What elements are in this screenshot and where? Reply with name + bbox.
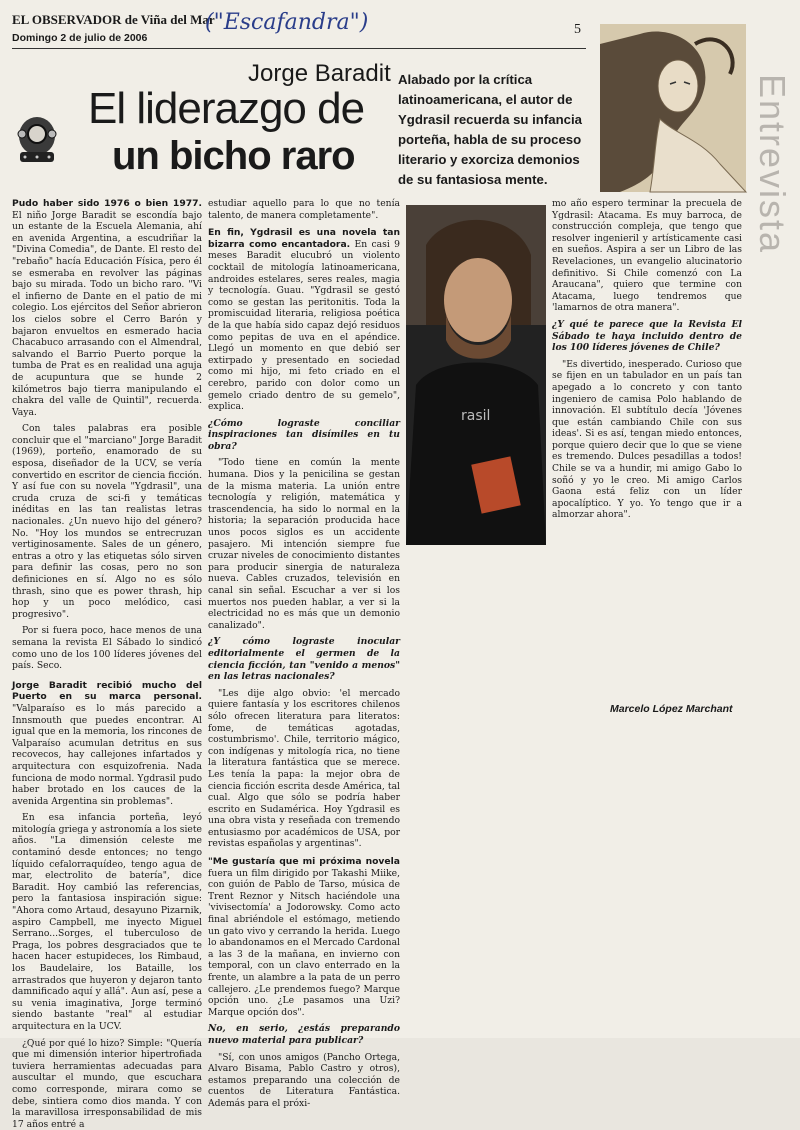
paragraph-text: En esa infancia porteña, leyó mitología griega y astronomía a los siete años. "La dimensión celeste me contaminó desde entonces; no tengo líquido cefalorraquídeo, tengo agua de mar, electrolito de batería", dice Baradit. Hoy cambió las referencias, pero la fantasiosa inspiración sigue: "Ahora como Artaud, desayuno Pizarnik, aspiro Campbell, me inyecto Miguel Serrano...Sorges, el tuberculoso de Praga, los pobres desgraciados que te hacen hacer estupideces, los Rimbaud, los Baudelaire, los Bataille, los arrastrados que huyeron y dejaron tanto damnificado aquí y allá". Aun así, pese a su venia imaginativa, Jorge terminó siendo bastante "real" al estudiar arquitectura en la UCV. (12, 812, 202, 1032)
paragraph-text: Por si fuera poco, hace menos de una semana la revista El Sábado lo sindicó como uno de los 100 líderes jóvenes del país. Seco. (12, 625, 202, 672)
paragraph-text: En casi 9 meses Baradit elucubró un violento cocktail de mitología latinoamericana, androides estelares, seres reales, magia y tecnología. Guau. "Ygdrasil se gestó como se gestan las peritonitis. Toda la promiscuidad literaria, religiosa poética de la que había sido capaz dejó residuos como pepitas de uva en el apéndice. Llegó un momento en que debió ser extirpado y presentado en sociedad como mi hijo, mi feto criado en el cerebro, parido con dolor como un gemelo criado dentro de su gemelo", explica. (208, 238, 400, 413)
paragraph-text: ¿Qué por qué lo hizo? Simple: "Quería que mi dimensión interior hipertrofiada tuviera herramientas adecuadas para auscultar el mundo, que escuchara como corresponde, mirara como se debe, sintiera como dios manda. Y con la maravillosa irresponsabilidad de mis 17 años entré a (12, 1037, 202, 1130)
paragraph-text: El niño Jorge Baradit se escondía bajo un estante de la Escuela Alemania, ahí en avenida Argentina, a escudriñar la "Divina Comedia", de Dante. El resto del "rebaño" hacía Educación Física, pero él se esmeraba en revolver las páginas bajo su mirada. Todo un bicho raro. "Vi el infierno de Dante en el patio de mi colegio. Los ejércitos del Señor abrieron los cielos sobre el Cerro Barón y bajaron envueltos en esmerado hacia Chacabuco arrasando con el Almendral, salvando el Barrio Puerto porque la tumba de Prat es en realidad una aguja de acupuntura que se hunde 2 kilómetros bajo tierra manipulando el chakra del valle de Quintil", recuerda. Vaya. (12, 209, 202, 418)
paragraph (208, 688, 400, 850)
lead-in: Pudo haber sido 1976 o bien 1977. (12, 198, 202, 209)
paragraph (12, 625, 202, 671)
paragraph (12, 423, 202, 620)
paragraph-text: estudiar aquello para lo que no tenía talento, de manera completamente". (208, 198, 400, 221)
paragraph (12, 680, 202, 808)
paragraph (552, 198, 742, 314)
diving-helmet-icon (12, 112, 62, 166)
paragraph-text: mo año espero terminar la precuela de Ygdrasil: Atacama. Es muy barroca, de construcción compleja, que tengo que resolver ingenieril y artísticamente casi en sueños. Aspira a ser un Libro de las Revelaciones, un evangelio alucinatorio definitivo. Si Chile comenzó con La Araucana", quiero que termine con Atacama, luego tendremos que 'lamarnos de otra manera". (552, 198, 742, 314)
newspaper-name: EL OBSERVADOR de Viña del Mar (12, 12, 215, 27)
article-column-2 (208, 198, 400, 1109)
interview-question: ¿Cómo lograste conciliar inspiraciones tan disímiles en tu obra? (208, 417, 400, 452)
paragraph-text: "Todo tiene en común la mente humana. Dios y la penicilina se gestan de la misma materia. La unión entre tecnología y religión, matemática y trascendencia, ha sido lo normal en la historia; la separación producida hace unos pocos siglos es un accidente pasajero. Mi intención siempre fue cruzar niveles de conocimiento distantes para producir sinergia de naturaleza nueva. Cables cruzados, televisión en canal sin señal. Escuchar a ver si los muertos nos pueden hablar, a ver si la electricidad no es más que un demonio canalizado". (208, 457, 400, 631)
paragraph-text: Con tales palabras era posible concluir que el "marciano" Jorge Baradit (1969), porteño, enamorado de su esposa, diseñador de la UCV, se vería convertido en escritor de ciencia ficción. Y así fue con su novela "Ygdrasil", una cruda cruza de sci-fi y temáticas inéditas en las tan realistas letras nacionales. ¿Un nuevo hijo del género? No. "Hoy los mundos se entrecruzan vertiginosamente. Sales de un género, entras a otro y las etiquetas sólo sirven para definir las cosas, pero no son definiciones en sí. Algo no es sólo thrash, sino que es power thrash, hip hop y un poco melódico, casi progresivo". (12, 423, 202, 620)
article-deck: Alabado por la crítica latinoamericana, el autor de Ygdrasil recuerda su infancia porteña, habla de su proceso literario y exorciza demonios de su fantasiosa mente. (398, 72, 582, 187)
lead-in: En fin, Ygdrasil es una novela tan bizarra como encantadora. (208, 227, 400, 250)
article-column-3 (552, 198, 742, 658)
vertical-label-text: Entrevista (752, 73, 794, 255)
interview-question: ¿Y qué te parece que la Revista El Sábado te haya incluido dentro de los 100 líderes jóvenes de Chile? (552, 318, 742, 354)
headline-line-2: un bicho raro (112, 134, 355, 178)
interview-question: No, en serio, ¿estás preparando nuevo material para publicar? (208, 1023, 400, 1046)
paragraph-text: "Valparaíso es lo más parecido a Innsmouth que puedes encontrar. Al igual que en la memoria, los rincones de Valparaíso acumulan detritus en sus recovecos, hay callejones infartados y arquitectura con esquizofrenia. Nada funciona de modo normal. Ygdrasil pudo haber brotado en los cauces de la avenida Argentina sin problemas". (12, 702, 202, 807)
section-vertical-label (752, 24, 792, 304)
header-divider (12, 48, 586, 49)
paragraph (208, 198, 400, 221)
paragraph (12, 812, 202, 1032)
headline-line-1: El liderazgo de (88, 84, 365, 133)
paragraph (208, 457, 400, 631)
interviewee-name: Jorge Baradit (248, 60, 391, 87)
page-number: 5 (574, 22, 581, 37)
paragraph-text: "Les dije algo obvio: 'el mercado quiere fantasía y los escritores chilenos sólo ofrecen literatura para literatos: fome, de temáticas agotadas, costumbrismo'. Chile, territorio mágico, con indígenas y mitología rica, no tiene la literatura fantástica que se merece. Les tenía la papa: la mejor obra de ciencia ficción escrita desde América, tal cual. Algo que sólo se podría haber escrito en Sudamérica. Hoy Ygdrasil es una obra vista y reseñada con tremendo entusiasmo por académicos de USA, por revistas españolas y argentinas". (208, 687, 400, 850)
paragraph-text: "Es divertido, inesperado. Curioso que se fijen en un tabulador en un país tan apegado a lo concreto y con tanto ingeniero de camisa Polo hablando de innovación. El subtítulo decía 'Jóvenes que están cambiando Chile con sus ideas'. Si es así, tengan miedo entonces, porque quiero decir que lo que se viene es tremendo. Dulces pesadillas a todos! Chile se va a hundir, mi amigo Gabo lo soñó y yo le creo. Mi amigo Carlos Gaona está feliz con un líder apocalíptico. Y yo. Yo tengo que ir a almorzar ahora". (552, 358, 742, 521)
issue-date: Domingo 2 de julio de 2006 (12, 32, 148, 44)
paragraph (12, 1038, 202, 1130)
paragraph (208, 227, 400, 413)
paragraph-text: "Sí, con unos amigos (Pancho Ortega, Alvaro Bisama, Pablo Castro y otros), estamos preparando una colección de cuentos de Literatura Fantástica. Además para el próxi- (208, 1051, 400, 1109)
lead-in: "Me gustaría que mi próxima novela (208, 856, 400, 868)
woman-illustration (600, 24, 746, 192)
article-column-1 (12, 198, 202, 1130)
svg-text:rasil: rasil (461, 408, 491, 424)
paragraph (552, 359, 742, 521)
lead-in: Jorge Baradit recibió mucho del Puerto en su marca personal. (12, 679, 202, 703)
section-label: ("Escafandra") (205, 10, 369, 35)
paragraph (208, 856, 400, 1018)
author-signature: Marcelo López Marchant (610, 703, 733, 715)
author-photo (406, 205, 546, 545)
paragraph (208, 1052, 400, 1110)
interview-question: ¿Y cómo lograste inocular editorialmente el germen de la ciencia ficción, tan "venido a menos" en las letras nacionales? (208, 636, 400, 683)
paragraph-text: fuera un film dirigido por Takashi Miike, con guión de Pablo de Tarso, música de Trent Reznor y Nitsch haciéndole una 'vivisectomía' a Jodorowsky. Como acto final abriéndole el estómago, metiendo un gato vivo y cerrando la herida. Luego lo abandonamos en el Mercado Cardonal a las 3 de la mañana, en invierno con temporal, con un clavo enterrado en la frente, un alambre a la pata de un perro callejero. ¿Le prendemos fuego? Marque opción uno. ¿Le pasamos una Uzi? Marque opción dos". (208, 867, 400, 1018)
paragraph (12, 198, 202, 418)
